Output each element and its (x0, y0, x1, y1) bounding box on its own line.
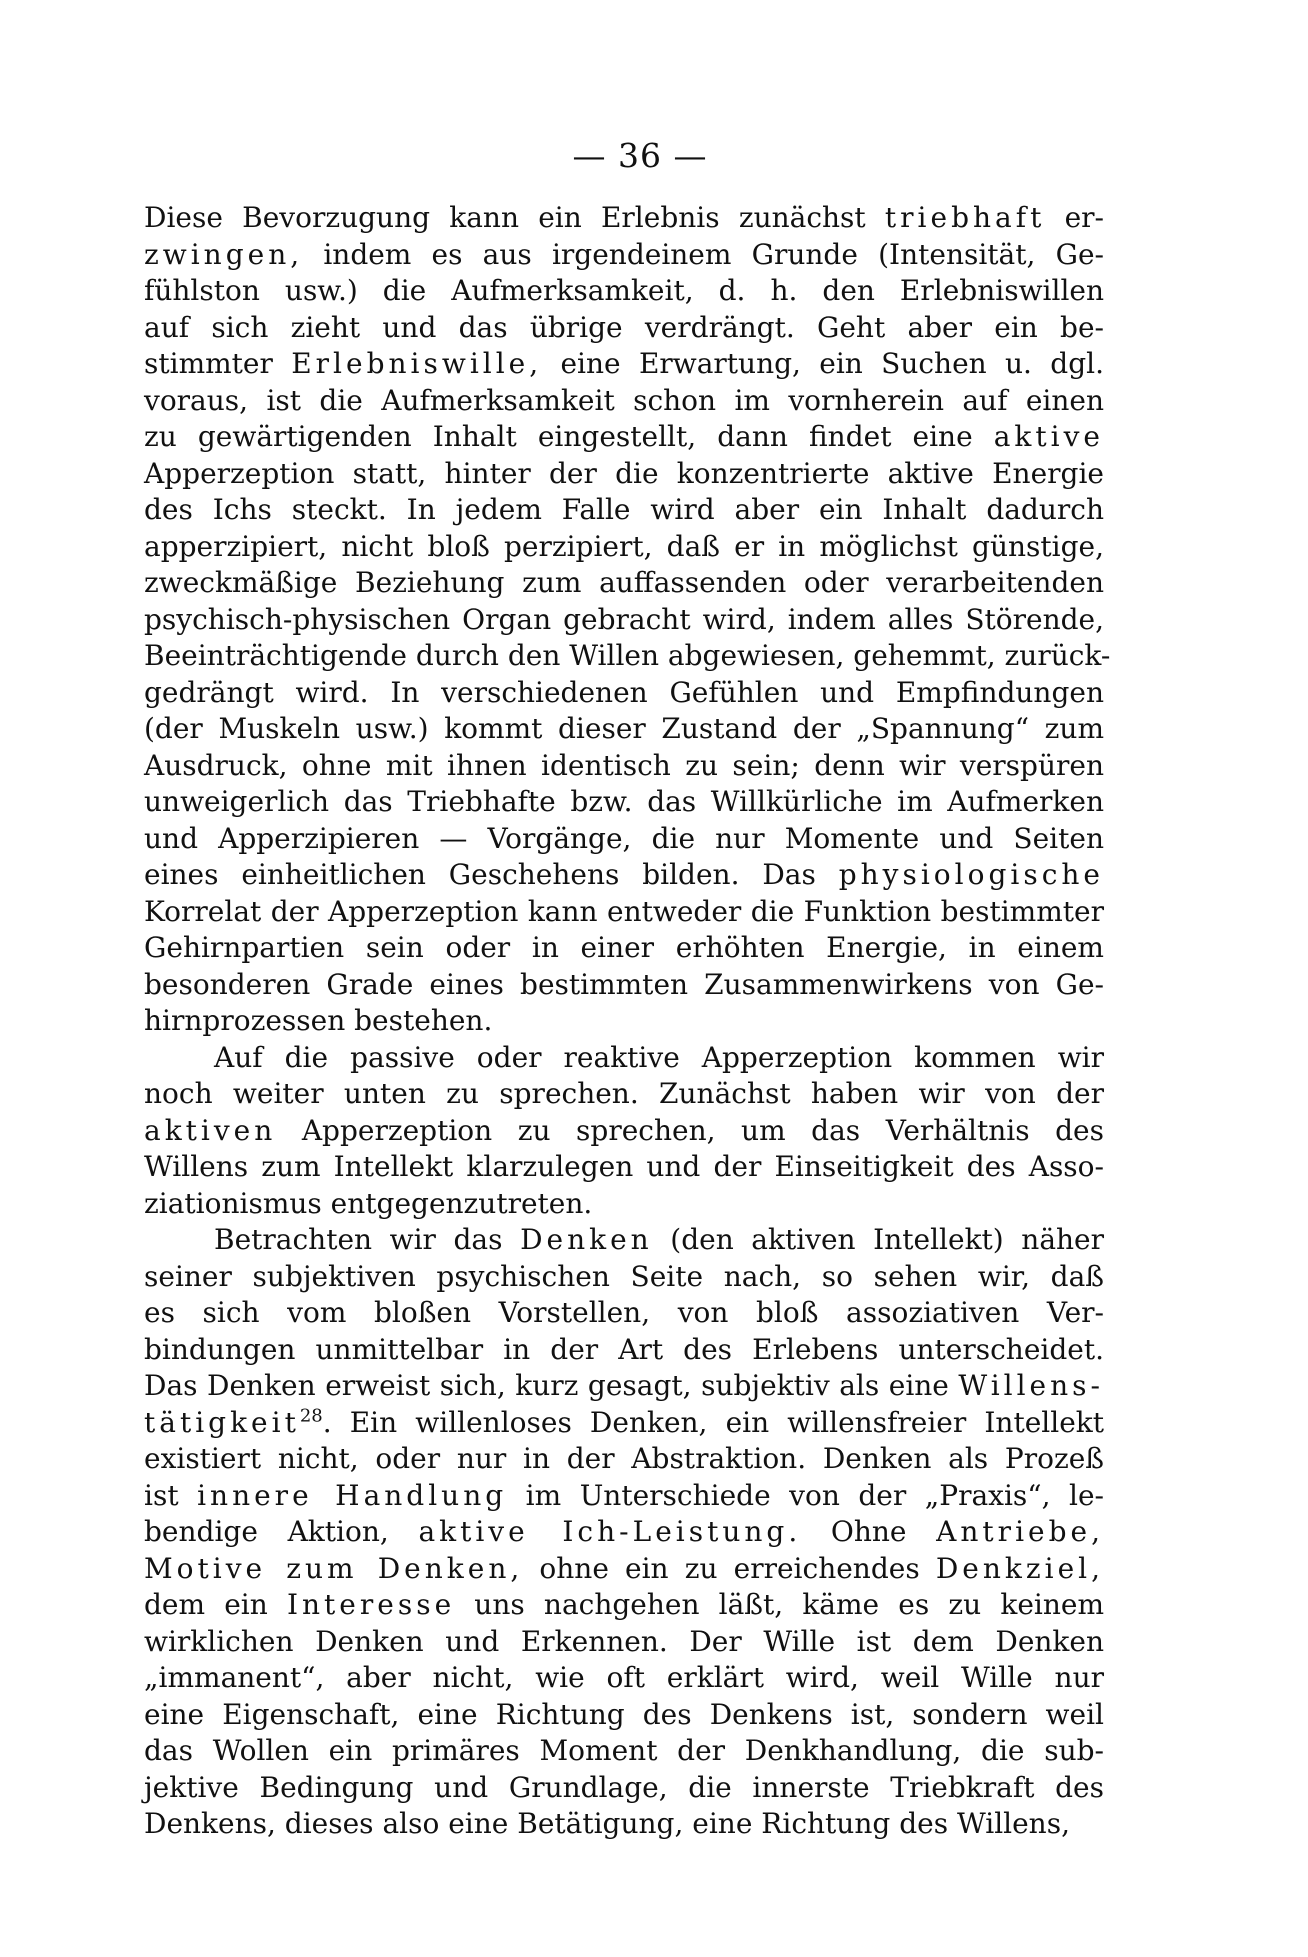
text-line (144, 565, 1104, 602)
emphasized-text: aktiven (144, 1113, 277, 1147)
text-segment: noch weiter unten zu sprechen. Zunächst haben wir von der (144, 1077, 1104, 1110)
text-segment: zu gewärtigenden Inhalt eingestellt, dann findet eine (144, 420, 994, 453)
text-segment: zweckmäßige Beziehung zum auffassenden oder verarbeitenden (144, 566, 1104, 599)
text-segment: psychisch-physischen Organ gebracht wird, indem alles Störende, (144, 602, 1104, 636)
text-segment: voraus, ist die Aufmerksamkeit schon im vornherein auf einen (144, 383, 1104, 417)
text-segment: Denkens, dieses also eine Betätigung, eine Richtung des Willens, (144, 1807, 1070, 1840)
text-line (144, 821, 1104, 858)
text-segment: unweigerlich das Triebhafte bzw. das Willkürliche im Aufmerken (144, 785, 1104, 818)
text-line (144, 1040, 1104, 1077)
text-line (144, 456, 1104, 493)
emphasized-text: innere Handlung (197, 1478, 508, 1512)
emphasized-text: tätigkeit (144, 1405, 300, 1439)
text-segment: Apperzeption zu sprechen, um das Verhältnis des (276, 1113, 1104, 1147)
text-segment: Willens zum Intellekt klarzulegen und der Einseitigkeit des Asso- (144, 1150, 1104, 1183)
body-text (144, 200, 1111, 1843)
text-line (144, 1076, 1104, 1113)
text-segment: Betrachten wir das (214, 1223, 521, 1256)
text-segment: hirnprozessen bestehen. (144, 1004, 493, 1037)
text-line (144, 784, 1104, 821)
text-line (144, 675, 1104, 712)
text-line (144, 1295, 1104, 1332)
emphasized-text: Willens- (958, 1369, 1104, 1402)
text-segment: indem es aus irgendeinem Grunde (Intensität, Ge- (303, 237, 1104, 271)
text-line (144, 1478, 1104, 1515)
text-line (144, 1660, 1104, 1697)
text-segment: bendige Aktion, (144, 1515, 419, 1548)
text-line (144, 894, 1104, 931)
text-segment: jektive Bedingung und Grundlage, die innerste Triebkraft des (144, 1770, 1104, 1804)
text-line (144, 1222, 1104, 1259)
text-line (144, 1806, 1104, 1843)
text-line (144, 1259, 1104, 1296)
emphasized-text: zwingen, (144, 237, 304, 271)
text-segment: des Ichs steckt. In jedem Falle wird aber ein Inhalt dadurch (144, 493, 1104, 526)
text-line (144, 1368, 1104, 1405)
text-line (144, 492, 1104, 529)
text-segment: uns nachgehen läßt, käme es zu keinem (455, 1588, 1105, 1621)
text-line (144, 857, 1104, 894)
text-segment: Ohne (801, 1515, 937, 1548)
text-line (144, 1697, 1104, 1734)
text-line (144, 1405, 1104, 1442)
text-segment: und Apperzipieren — Vorgänge, die nur Momente und Seiten (144, 821, 1104, 855)
text-segment: ohne ein zu erreichendes (523, 1551, 936, 1585)
text-line (144, 1186, 1104, 1223)
text-segment: Auf die passive oder reaktive Apperzeption kommen wir (214, 1040, 1104, 1074)
emphasized-text: physiologische (838, 858, 1104, 891)
footnote-marker: 28 (299, 1405, 323, 1427)
text-segment: apperzipiert, nicht bloß perzipiert, daß er in möglichst günstige, (144, 529, 1104, 563)
emphasized-text: triebhaft (884, 201, 1046, 234)
text-segment: besonderen Grade eines bestimmten Zusammenwirkens von Ge- (144, 967, 1104, 1001)
text-segment: im Unterschiede von der „Praxis“, le- (507, 1478, 1104, 1512)
text-segment: Ausdruck, ohne mit ihnen identisch zu sein; denn wir verspüren (144, 748, 1104, 782)
text-line (144, 930, 1104, 967)
text-segment: ist (144, 1478, 198, 1512)
text-segment: eine Erwartung, ein Suchen u. dgl. (542, 347, 1104, 380)
emphasized-text: Antriebe, (936, 1515, 1104, 1548)
page-number: — 36 — (572, 136, 708, 175)
text-segment: es sich vom bloßen Vorstellen, von bloß assoziativen Ver- (144, 1296, 1104, 1329)
text-line (144, 967, 1104, 1004)
text-segment: eine Eigenschaft, eine Richtung des Denkens ist, sondern weil (144, 1697, 1104, 1731)
text-segment: er- (1045, 201, 1104, 234)
paragraph (144, 1040, 1104, 1223)
text-line (144, 1003, 1104, 1040)
paragraph (144, 200, 1111, 1040)
text-segment: „immanent“, aber nicht, wie oft erklärt wird, weil Wille nur (144, 1661, 1104, 1694)
text-segment: das Wollen ein primäres Moment der Denkhandlung, die sub- (144, 1734, 1104, 1767)
text-line (144, 1514, 1104, 1551)
text-line (144, 237, 1104, 274)
text-segment: Diese Bevorzugung kann ein Erlebnis zunächst (144, 201, 885, 234)
text-segment: wirklichen Denken und Erkennen. Der Wille ist dem Denken (144, 1624, 1104, 1658)
emphasized-text: aktive Ich-Leistung. (418, 1515, 802, 1548)
text-segment: . Ein willenloses Denken, ein willensfreier Intellekt (322, 1405, 1104, 1439)
text-segment: Das Denken erweist sich, kurz gesagt, subjektiv als eine (144, 1369, 959, 1402)
text-line (144, 383, 1104, 420)
emphasized-text: aktive (993, 420, 1104, 453)
text-line (144, 638, 1111, 675)
text-segment: auf sich zieht und das übrige verdrängt. Geht aber ein be- (144, 310, 1104, 344)
text-line (144, 1332, 1104, 1369)
text-line (144, 748, 1104, 785)
text-line (144, 1113, 1104, 1150)
emphasized-text: Interesse (286, 1588, 456, 1621)
text-segment: Apperzeption statt, hinter der die konzentrierte aktive Energie (144, 456, 1104, 490)
text-line (144, 1551, 1104, 1588)
text-segment: gedrängt wird. In verschiedenen Gefühlen und Empfindungen (144, 675, 1104, 709)
text-segment: seiner subjektiven psychischen Seite nach, so sehen wir, daß (144, 1259, 1104, 1293)
text-segment: Korrelat der Apperzeption kann entweder die Funktion bestimmter (144, 894, 1104, 928)
text-segment: fühlston usw.) die Aufmerksamkeit, d. h. den Erlebniswillen (144, 274, 1104, 307)
text-line (144, 310, 1104, 347)
text-line (144, 1624, 1104, 1661)
emphasized-text: Denkziel, (935, 1551, 1104, 1585)
text-segment: existiert nicht, oder nur in der Abstraktion. Denken als Prozeß (144, 1442, 1104, 1475)
text-line (144, 711, 1104, 748)
text-line (144, 419, 1104, 456)
text-line (144, 529, 1104, 566)
text-line (144, 1587, 1104, 1624)
text-segment: ziationismus entgegenzutreten. (144, 1186, 593, 1220)
text-segment: (den aktiven Intellekt) näher (652, 1223, 1104, 1256)
emphasized-text: Denken (520, 1223, 653, 1256)
text-segment: dem ein (144, 1588, 287, 1621)
text-line (144, 602, 1104, 639)
text-line (144, 1733, 1104, 1770)
text-segment: Beeinträchtigende durch den Willen abgewiesen, gehemmt, zurück- (144, 639, 1111, 672)
emphasized-text: Erlebniswille, (291, 347, 543, 380)
text-segment: (der Muskeln usw.) kommt dieser Zustand der „Spannung“ zum (144, 712, 1104, 745)
text-segment: stimmter (144, 347, 292, 380)
text-segment: eines einheitlichen Geschehens bilden. Das (144, 858, 839, 891)
text-segment: Gehirnpartien sein oder in einer erhöhten Energie, in einem (144, 931, 1104, 964)
emphasized-text: Motive zum Denken, (144, 1551, 524, 1585)
text-line (144, 200, 1104, 237)
text-line (144, 1149, 1104, 1186)
text-line (144, 346, 1104, 383)
paragraph (144, 1222, 1104, 1843)
text-segment: bindungen unmittelbar in der Art des Erlebens unterscheidet. (144, 1332, 1104, 1366)
text-line (144, 273, 1104, 310)
text-line (144, 1770, 1104, 1807)
text-line (144, 1441, 1104, 1478)
